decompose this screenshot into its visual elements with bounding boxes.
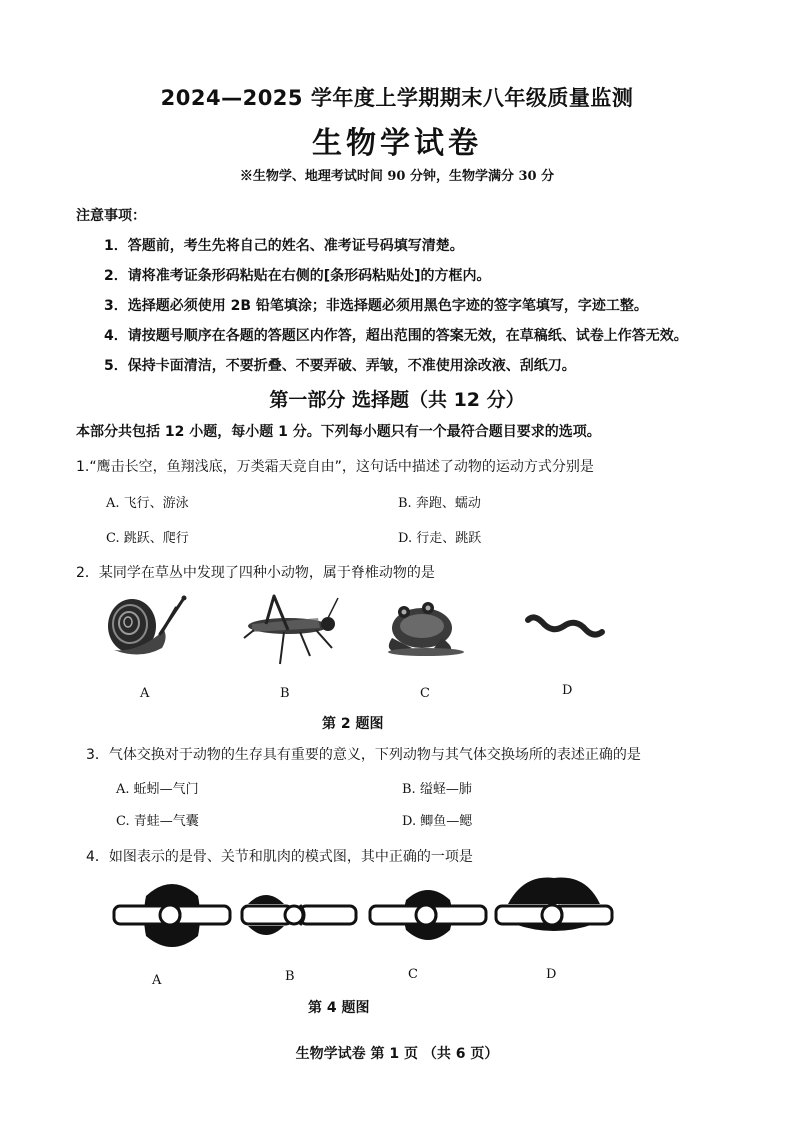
q2-label-c: C <box>420 686 430 701</box>
notice-heading: 注意事项： <box>76 208 146 224</box>
q1-option-d: D. 行走、跳跃 <box>398 531 482 546</box>
question-1-stem: 1.“鹰击长空，鱼翔浅底，万类霜天竞自由”，这句话中描述了动物的运动方式分别是 <box>76 459 594 475</box>
question-3-stem: 3．气体交换对于动物的生存具有重要的意义，下列动物与其气体交换场所的表述正确的是 <box>86 747 641 763</box>
q1-option-b: B. 奔跑、蠕动 <box>398 496 481 511</box>
joint-diagram-c <box>368 878 488 954</box>
q4-caption: 第 4 题图 <box>308 1000 370 1016</box>
notice-item: 1．答题前，考生先将自己的姓名、准考证号码填写清楚。 <box>104 238 464 254</box>
notice-item: 4．请按题号顺序在各题的答题区内作答，超出范围的答案无效，在草稿纸、试卷上作答无效。 <box>104 328 688 344</box>
part1-title: 第一部分 选择题（共 12 分） <box>269 389 525 411</box>
q3-option-d: D. 鲫鱼—鳃 <box>402 814 473 829</box>
exam-subtitle: ※生物学、地理考试时间 90 分钟，生物学满分 30 分 <box>239 169 555 184</box>
part1-instruction: 本部分共包括 12 小题，每小题 1 分。下列每小题只有一个最符合题目要求的选项。 <box>76 424 601 440</box>
q3-option-c: C. 青蛙—气囊 <box>116 814 199 829</box>
q4-label-c: C <box>408 967 418 982</box>
q4-label-d: D <box>546 967 557 982</box>
earthworm-image <box>522 608 606 644</box>
q1-option-a: A. 飞行、游泳 <box>106 496 189 511</box>
question-4-stem: 4．如图表示的是骨、关节和肌肉的模式图，其中正确的一项是 <box>86 849 473 865</box>
q4-label-a: A <box>152 973 162 988</box>
exam-title: 2024—2025 学年度上学期期末八年级质量监测 <box>160 86 634 110</box>
q3-option-a: A. 蚯蚓—气门 <box>116 782 199 797</box>
q2-label-d: D <box>562 683 573 698</box>
joint-diagram-a <box>112 878 232 954</box>
joint-diagram-b <box>238 878 358 954</box>
q4-label-b: B <box>285 969 295 984</box>
question-2-stem: 2．某同学在草丛中发现了四种小动物，属于脊椎动物的是 <box>76 565 435 581</box>
notice-item: 3．选择题必须使用 2B 铅笔填涂；非选择题必须用黑色字迹的签字笔填写，字迹工整。 <box>104 298 648 314</box>
notice-item: 2．请将准考证条形码粘贴在右侧的[条形码粘贴处]的方框内。 <box>104 268 491 284</box>
grasshopper-image <box>240 588 340 668</box>
snail-image <box>100 592 190 664</box>
q1-option-c: C. 跳跃、爬行 <box>106 531 189 546</box>
frog-image <box>382 598 472 660</box>
q3-option-b: B. 缢蛏—肺 <box>402 782 472 797</box>
q2-caption: 第 2 题图 <box>322 716 384 732</box>
joint-diagram-d <box>494 874 614 954</box>
q2-label-a: A <box>140 686 150 701</box>
subject-title: 生物学试卷 <box>312 126 482 161</box>
notice-item: 5．保持卡面清洁，不要折叠、不要弄破、弄皱，不准使用涂改液、刮纸刀。 <box>104 358 576 374</box>
page-footer: 生物学试卷 第 1 页 （共 6 页） <box>295 1046 499 1062</box>
q2-label-b: B <box>280 686 290 701</box>
